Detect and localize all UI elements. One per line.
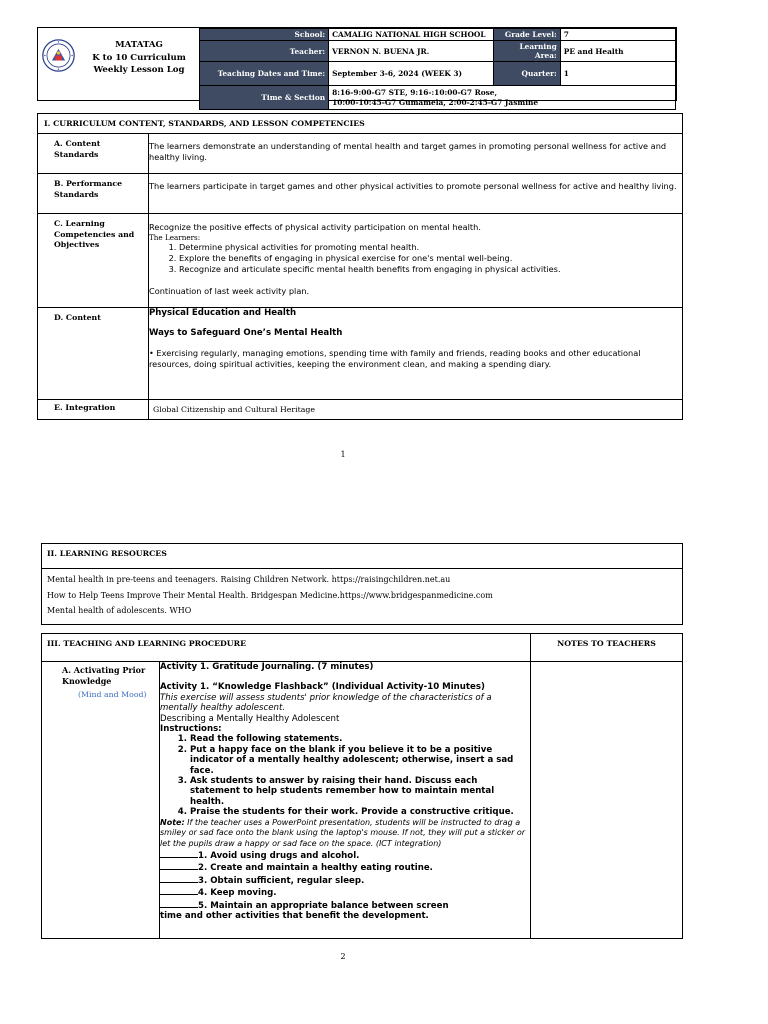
activating-knowledge-label	[42, 662, 160, 939]
time-section-line-2: 10:00-10:45-G7 Gumamela, 2:00-2:45-G7 Jasmine	[332, 97, 539, 107]
answer-blank[interactable]	[160, 899, 198, 908]
title-line-matatag: MATATAG	[115, 40, 163, 50]
statement-item: 2. Create and maintain a healthy eating routine.	[160, 861, 530, 873]
title-line-curriculum: K to 10 Curriculum	[92, 52, 186, 63]
statement-item: 4. Keep moving.	[160, 886, 530, 898]
resource-item: Mental health of adolescents. WHO	[47, 606, 192, 615]
instruction-item: 2. Put a happy face on the blank if you believe it to be a positive indicator of a mentally healthy adolescent; otherwise, insert a sad face.	[190, 745, 530, 776]
answer-blank[interactable]	[160, 886, 198, 895]
dates-label: Teaching Dates and Time:	[200, 62, 329, 86]
statement-tail: time and other activities that benefit the development.	[160, 910, 429, 921]
content-text: • Exercising regularly, managing emotions, spending time with family and friends, reading books and other educational resources, doing spiritual activities, keeping the environment clean, and making a spending diary.	[149, 348, 641, 369]
activating-knowledge-text: A. Activating Prior Knowledge	[62, 665, 146, 686]
competencies-label: C. Learning Competencies and Objectives	[38, 214, 149, 308]
integration-text: Global Citizenship and Cultural Heritage	[149, 400, 683, 420]
answer-blank[interactable]	[160, 861, 198, 870]
teacher-label: Teacher:	[200, 41, 329, 62]
notes-to-teachers-cell[interactable]	[531, 662, 683, 939]
instruction-item: 1. Read the following statements.	[190, 734, 530, 744]
resource-item: How to Help Teens Improve Their Mental Health. Bridgespan Medicine.https://www.bridgespanmedicine.com	[47, 590, 493, 600]
resources-cell	[42, 569, 683, 625]
instructions-list	[160, 734, 530, 817]
activity-1b-title: Activity 1. “Knowledge Flashback” (Individual Activity-10 Minutes)	[160, 682, 485, 693]
deped-seal-icon	[42, 39, 75, 72]
dates-value: September 3-6, 2024 (WEEK 3)	[329, 62, 494, 86]
note-paragraph	[160, 818, 530, 849]
activity-cell	[160, 662, 531, 939]
school-label: School:	[200, 29, 329, 41]
instruction-item: 4. Praise the students for their work. Provide a constructive critique.	[190, 807, 530, 817]
note-text: If the teacher uses a PowerPoint presentation, students will be instructed to drag a smiley or sad face onto the blank using the laptop's mouse. If not, they will put a sticker or let the pupils draw a happy or sad face on the space. (ICT integration)	[160, 817, 526, 848]
learning-resources-table	[41, 543, 683, 625]
instructions-label: Instructions:	[160, 724, 222, 735]
header-title	[80, 39, 198, 77]
time-section-label: Time & Section	[200, 86, 329, 110]
time-section-line-1: 8:16-9:00-G7 STE, 9:16-:10:00-G7 Rose,	[332, 87, 498, 97]
content-title: Physical Education and Health	[149, 308, 297, 318]
statement-item: 1. Avoid using drugs and alcohol.	[160, 849, 530, 861]
mind-and-mood-tag: (Mind and Mood)	[78, 690, 147, 699]
integration-label: E. Integration	[38, 400, 149, 420]
learners-label: The Learners:	[149, 233, 201, 242]
content-cell	[149, 308, 683, 400]
content-label: D. Content	[38, 308, 149, 400]
teacher-value: VERNON N. BUENA JR.	[329, 41, 494, 62]
page-number-1: 1	[340, 450, 346, 459]
content-standards-text: The learners demonstrate an understanding of mental health and target games in promoting personal wellness for active and healthy living.	[149, 134, 683, 174]
describing-heading: Describing a Mentally Healthy Adolescent	[160, 713, 340, 724]
lesson-log-header	[37, 27, 677, 107]
statement-item: 5. Maintain an appropriate balance between screen	[160, 899, 530, 911]
answer-blank[interactable]	[160, 874, 198, 883]
instruction-item: 3. Ask students to answer by raising their hand. Discuss each statement to help students remember how to maintain mental health.	[190, 776, 530, 807]
section-1-title: I. CURRICULUM CONTENT, STANDARDS, AND LESSON COMPETENCIES	[38, 114, 683, 134]
performance-standards-label: B. Performance Standards	[38, 174, 149, 214]
objective-item: 1. Determine physical activities for promoting mental health.	[179, 242, 682, 253]
quarter-label: Quarter:	[494, 62, 561, 86]
grade-label: Grade Level:	[494, 29, 561, 41]
quarter-value: 1	[560, 62, 675, 86]
activity-1-title: Activity 1. Gratitude Journaling. (7 minutes)	[160, 662, 374, 672]
objective-item: 3. Recognize and articulate specific mental health benefits from engaging in physical activities.	[179, 264, 682, 275]
section-3-title: III. TEACHING AND LEARNING PROCEDURE	[42, 634, 531, 662]
section-2-title: II. LEARNING RESOURCES	[42, 544, 683, 569]
resource-item: Mental health in pre-teens and teenagers. Raising Children Network. https://raisingchildren.net.au	[47, 575, 451, 584]
title-line-log: Weekly Lesson Log	[93, 65, 185, 75]
content-subtitle: Ways to Safeguard One’s Mental Health	[149, 328, 343, 338]
note-label: Note:	[160, 817, 185, 827]
objectives-list	[149, 242, 682, 275]
activity-1b-description: This exercise will assess students' prior knowledge of the characteristics of a mentally healthy adolescent.	[160, 692, 492, 714]
teaching-procedure-table	[41, 633, 683, 939]
curriculum-table	[37, 113, 683, 420]
continuation-note: Continuation of last week activity plan.	[149, 286, 310, 296]
competencies-cell	[149, 214, 683, 308]
notes-to-teachers-title: NOTES TO TEACHERS	[531, 634, 683, 662]
header-info-grid	[199, 28, 676, 110]
learning-area-label: Learning Area:	[494, 41, 561, 62]
learning-area-value: PE and Health	[560, 41, 675, 62]
time-section-value	[329, 86, 676, 110]
content-standards-label: A. Content Standards	[38, 134, 149, 174]
competencies-intro: Recognize the positive effects of physical activity participation on mental health.	[149, 222, 481, 232]
statement-item: 3. Obtain sufficient, regular sleep.	[160, 874, 530, 886]
page-number-2: 2	[340, 952, 346, 961]
performance-standards-text: The learners participate in target games and other physical activities to promote personal wellness for active and healthy living.	[149, 174, 683, 214]
school-value: CAMALIG NATIONAL HIGH SCHOOL	[329, 29, 494, 41]
answer-blank[interactable]	[160, 849, 198, 858]
objective-item: 2. Explore the benefits of engaging in physical exercise for one's mental well-being.	[179, 253, 682, 264]
grade-value: 7	[560, 29, 675, 41]
